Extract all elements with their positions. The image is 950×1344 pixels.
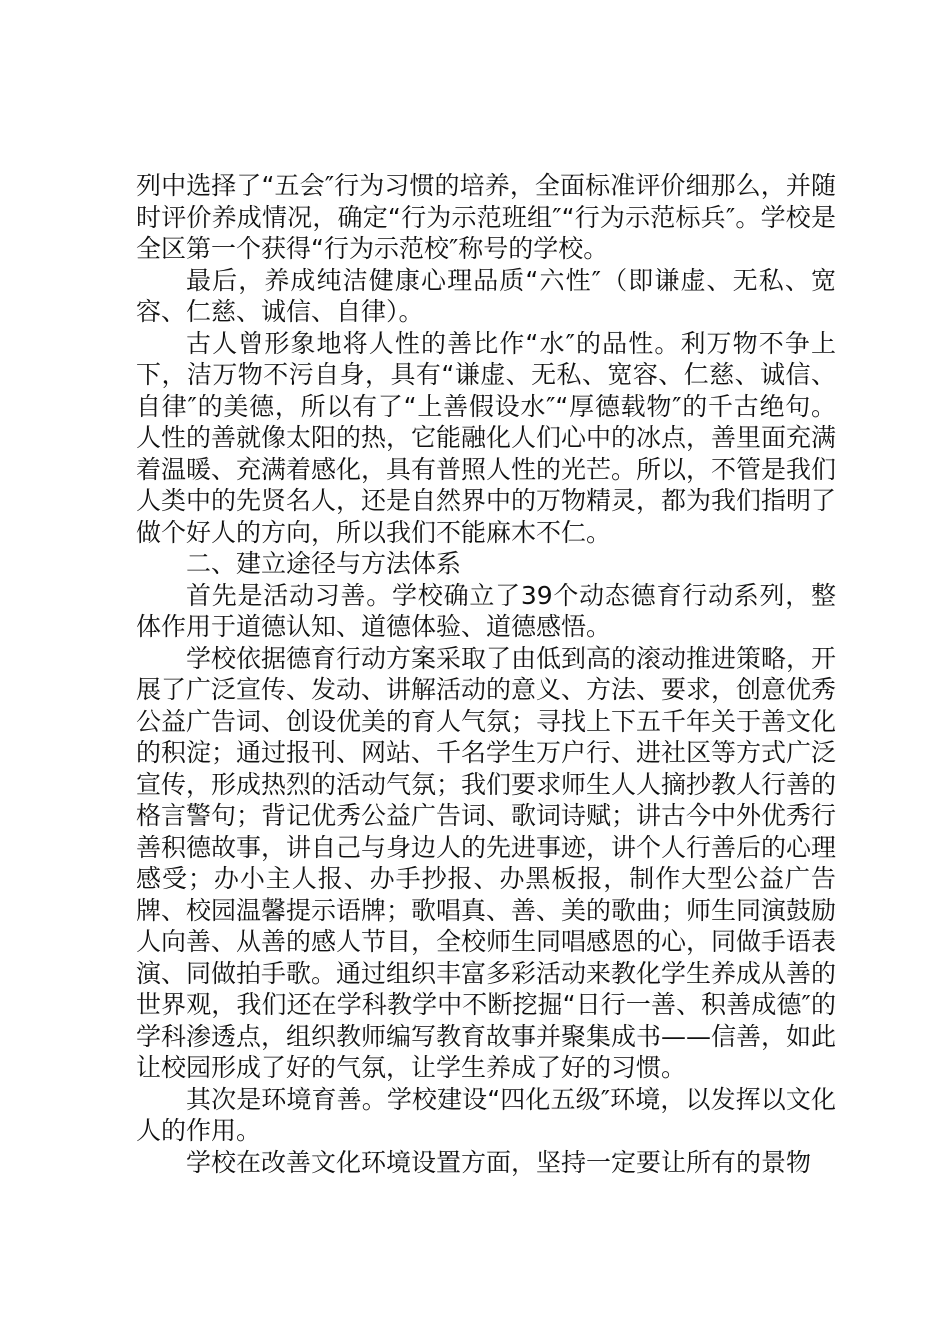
paragraph-3: 古人曾形象地将人性的善比作“水″的品性。利万物不争上下，洁万物不污自身，具有“谦虚、无私、宽容、仁慈、诚信、自律″的美德，所以有了“上善假设水″“厚德载物″的千古绝句。人性的善就像太阳的热，它能融化人们心中的冰点，善里面充满着温暖、充满着感化，具有普照人性的光芒。所以，不管是我们人类中的先贤名人，还是自然界中的万物精灵，都为我们指明了做个好人的方向，所以我们不能麻木不仁。 <box>136 328 837 547</box>
document-page <box>136 170 836 1178</box>
section-heading: 二、建立途径与方法体系 <box>186 549 462 578</box>
paragraph-1: 列中选择了“五会″行为习惯的培养，全面标准评价细那么，并随时评价养成情况，确定“行为示范班组″“行为示范标兵″。学校是全区第一个获得“行为示范校″称号的学校。 <box>136 171 836 263</box>
paragraph-7: 学校在改善文化环境设置方面，坚持一定要让所有的景物 <box>186 1147 812 1177</box>
paragraph-5: 学校依据德育行动方案采取了由低到高的滚动推进策略，开展了广泛宣传、发动、讲解活动的意义、方法、要求，创意优秀公益广告词、创设优美的育人气氛；寻找上下五千年关于善文化的积淀；通过报刊、网站、千名学生万户行、进社区等方式广泛宣传，形成热烈的活动气氛；我们要求师生人人摘抄教人行善的格言警句；背记优秀公益广告词、歌词诗赋；讲古今中外优秀行善积德故事，讲自己与身边人的先进事迹，讲个人行善后的心理感受；办小主人报、办手抄报、办黑板报，制作大型公益广告牌、校园温馨提示语牌；歌唱真、善、美的歌曲；师生同演鼓励人向善、从善的感人节目，全校师生同唱感恩的心，同做手语表演、同做拍手歌。通过组织丰富多彩活动来教化学生养成从善的世界观，我们还在学科教学中不断挖掘“日行一善、积善成德″的学科渗透点，组织教师编写教育故事并聚集成书——信善，如此让校园形成了好的气氛，让学生养成了好的习惯。 <box>136 643 837 1082</box>
paragraph-2: 最后，养成纯洁健康心理品质“六性″（即谦虚、无私、宽容、仁慈、诚信、自律）。 <box>136 265 836 326</box>
paragraph-6: 其次是环境育善。学校建设“四化五级″环境，以发挥以文化人的作用。 <box>136 1084 836 1145</box>
paragraph-4: 首先是活动习善。学校确立了39个动态德育行动系列，整体作用于道德认知、道德体验、道德感悟。 <box>136 580 836 641</box>
